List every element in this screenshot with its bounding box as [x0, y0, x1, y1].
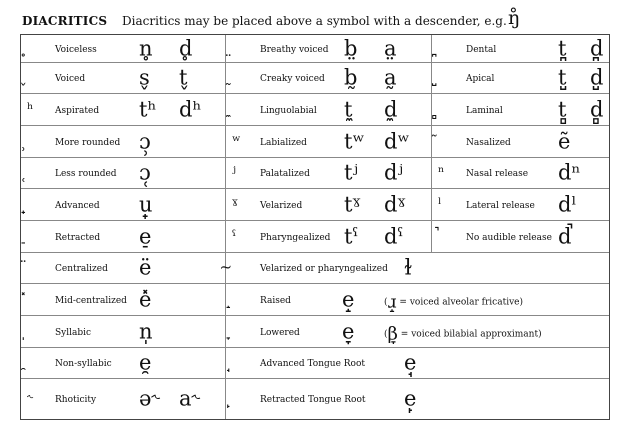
diacritic-label: Advanced Tongue Root	[260, 359, 365, 369]
example-symbol: e̯	[139, 350, 152, 375]
example-symbol: e̽	[139, 287, 152, 311]
diacritic-label: Labialized	[260, 137, 307, 148]
diacritic-mark: ⁿ	[438, 162, 445, 181]
page-title: DIACRITICS	[22, 14, 108, 28]
example-symbol: b̰	[344, 65, 358, 90]
table-row	[21, 157, 609, 188]
diacritic-label: Nasalized	[466, 137, 511, 148]
example-symbol: tˤ	[344, 224, 359, 248]
diacritic-label: Rhoticity	[55, 395, 97, 405]
example-symbol: a̤	[384, 36, 397, 60]
example-symbol: d̻	[590, 97, 604, 121]
diacritic-label: Pharyngealized	[260, 232, 331, 243]
diacritic-label: Breathy voiced	[260, 44, 329, 55]
note-symbol: ɹ̝	[387, 291, 397, 313]
example-symbol: dˡ	[558, 192, 577, 216]
diacritic-cell	[21, 379, 225, 419]
table-row	[21, 315, 609, 347]
diacritic-mark: ˞	[27, 388, 34, 407]
diacritic-mark: ˠ	[232, 194, 238, 213]
example-symbol: dʰ	[179, 97, 202, 121]
example-note	[384, 323, 542, 344]
example-symbol: d̚	[558, 224, 572, 248]
example-symbol: dⁿ	[558, 160, 581, 185]
diacritic-label: Lowered	[260, 327, 300, 338]
diacritic-label: Syllabic	[55, 327, 92, 338]
diacritic-cell	[21, 253, 225, 283]
example-symbol: tʰ	[139, 97, 157, 121]
example-symbol: d̥	[179, 36, 193, 60]
diacritic-cell	[21, 94, 225, 125]
diacritic-cell	[21, 221, 225, 252]
diacritic-label: No audible release	[466, 232, 552, 243]
diacritic-label: Lateral release	[466, 200, 535, 211]
diacritic-cell	[225, 316, 612, 347]
diacritic-cell	[225, 379, 612, 419]
diacritic-label: Dental	[466, 44, 497, 55]
table-row	[21, 35, 609, 62]
diacritic-cell	[21, 189, 225, 220]
diacritic-cell	[225, 126, 432, 157]
header	[22, 6, 612, 32]
example-symbol: tʷ	[344, 129, 365, 153]
diacritic-label: Linguolabial	[260, 105, 317, 116]
example-symbol: tʲ	[344, 160, 358, 185]
diacritic-cell	[21, 284, 225, 315]
example-symbol: tˠ	[344, 192, 361, 216]
diacritic-cell	[225, 189, 432, 220]
diacritic-label: Voiced	[55, 74, 86, 84]
diacritics-table	[20, 34, 610, 420]
diacritic-cell	[225, 35, 432, 62]
diacritic-cell	[431, 126, 612, 157]
example-symbol: t̺	[558, 65, 567, 90]
example-symbol: t̻	[558, 97, 567, 121]
diacritic-cell	[225, 94, 432, 125]
example-symbol: t̼	[344, 97, 353, 121]
example-symbol: d̼	[384, 97, 398, 121]
table-row	[21, 188, 609, 220]
diacritic-label: Apical	[466, 74, 495, 84]
example-symbol: b̤	[344, 36, 358, 60]
diacritic-label: Advanced	[55, 200, 100, 211]
subtitle-example-symbol: ŋ̊	[508, 7, 521, 29]
example-symbol: u̟	[139, 192, 153, 216]
example-symbol: dʲ	[384, 160, 403, 185]
diacritic-cell	[21, 126, 225, 157]
diacritic-label: Centralized	[55, 264, 108, 274]
example-symbol: e̠	[139, 224, 152, 248]
diacritic-label: Non-syllabic	[55, 359, 112, 369]
note-text: = voiced bilabial approximant)	[400, 329, 542, 340]
page-subtitle: Diacritics may be placed above a symbol with a descender, e.g.	[122, 14, 507, 28]
diacritic-cell	[225, 348, 612, 378]
example-symbol: dˠ	[384, 192, 406, 216]
table-row	[21, 93, 609, 125]
table-row	[21, 220, 609, 252]
diacritic-mark: ˡ	[438, 194, 442, 213]
example-symbol: t̪	[558, 36, 567, 60]
example-symbol: e̘	[404, 350, 417, 375]
diacritic-mark: ʲ	[232, 162, 236, 181]
example-symbol: ə˞	[139, 386, 161, 411]
diacritic-mark: ʰ	[27, 99, 34, 118]
diacritic-label: Retracted	[55, 232, 101, 243]
diacritic-label: Nasal release	[466, 169, 529, 179]
example-symbol: ɫ	[404, 255, 412, 280]
diacritic-label: Retracted Tongue Root	[260, 395, 366, 405]
example-symbol: ɔ̹	[139, 129, 151, 153]
example-symbol: d̺	[590, 65, 604, 90]
diacritic-cell	[431, 63, 612, 93]
example-symbol: a̰	[384, 65, 397, 90]
note-symbol: β̞	[387, 323, 398, 345]
example-symbol: dʷ	[384, 129, 410, 153]
example-symbol: e̙	[404, 386, 417, 411]
diacritic-label: Aspirated	[55, 105, 100, 116]
example-note	[384, 291, 523, 312]
table-row	[21, 62, 609, 93]
example-symbol: e̞	[342, 319, 355, 343]
diacritic-mark: ʷ	[232, 131, 241, 150]
example-symbol: dˤ	[384, 224, 404, 248]
diacritic-cell	[21, 35, 225, 62]
note-open-paren: (	[384, 297, 388, 308]
diacritic-label: Less rounded	[55, 169, 117, 179]
diacritic-mark: ˤ	[232, 226, 237, 245]
diacritic-cell	[431, 94, 612, 125]
diacritic-cell	[21, 316, 225, 347]
diacritic-label: Velarized or pharyngealized	[260, 264, 388, 274]
example-symbol: ẽ	[558, 129, 571, 153]
diacritic-cell	[225, 63, 432, 93]
example-symbol: ɔ̜	[139, 160, 151, 185]
diacritic-label: Palatalized	[260, 169, 310, 179]
note-open-paren: (	[384, 329, 388, 340]
diacritic-label: Creaky voiced	[260, 74, 325, 84]
example-symbol: t̬	[179, 65, 188, 90]
diacritic-cell	[431, 35, 612, 62]
example-symbol: n̩	[139, 319, 153, 343]
diacritic-cell	[431, 189, 612, 220]
diacritic-label: Raised	[260, 295, 291, 306]
table-row	[21, 283, 609, 315]
diacritic-label: Mid-centralized	[55, 295, 127, 306]
diacritic-cell	[225, 284, 612, 315]
example-symbol: s̬	[139, 65, 150, 90]
diacritic-label: More rounded	[55, 137, 121, 148]
example-symbol: e̝	[342, 287, 355, 311]
example-symbol: n̥	[139, 36, 153, 60]
diacritic-label: Laminal	[466, 105, 503, 116]
table-row	[21, 252, 609, 283]
example-symbol: d̪	[590, 36, 604, 60]
diacritic-cell	[21, 63, 225, 93]
diacritic-cell	[225, 158, 432, 188]
diacritic-cell	[225, 253, 612, 283]
diacritic-label: Velarized	[260, 200, 303, 211]
example-symbol: a˞	[179, 386, 201, 411]
table-row	[21, 347, 609, 378]
table-row	[21, 378, 609, 419]
table-row	[21, 125, 609, 157]
diacritic-cell	[225, 221, 432, 252]
diacritic-label: Voiceless	[55, 44, 97, 55]
diacritic-cell	[431, 158, 612, 188]
example-symbol: ë	[139, 255, 152, 280]
note-text: = voiced alveolar fricative)	[399, 297, 524, 308]
diacritic-cell	[431, 221, 612, 252]
diacritic-cell	[21, 158, 225, 188]
diacritic-cell	[21, 348, 225, 378]
